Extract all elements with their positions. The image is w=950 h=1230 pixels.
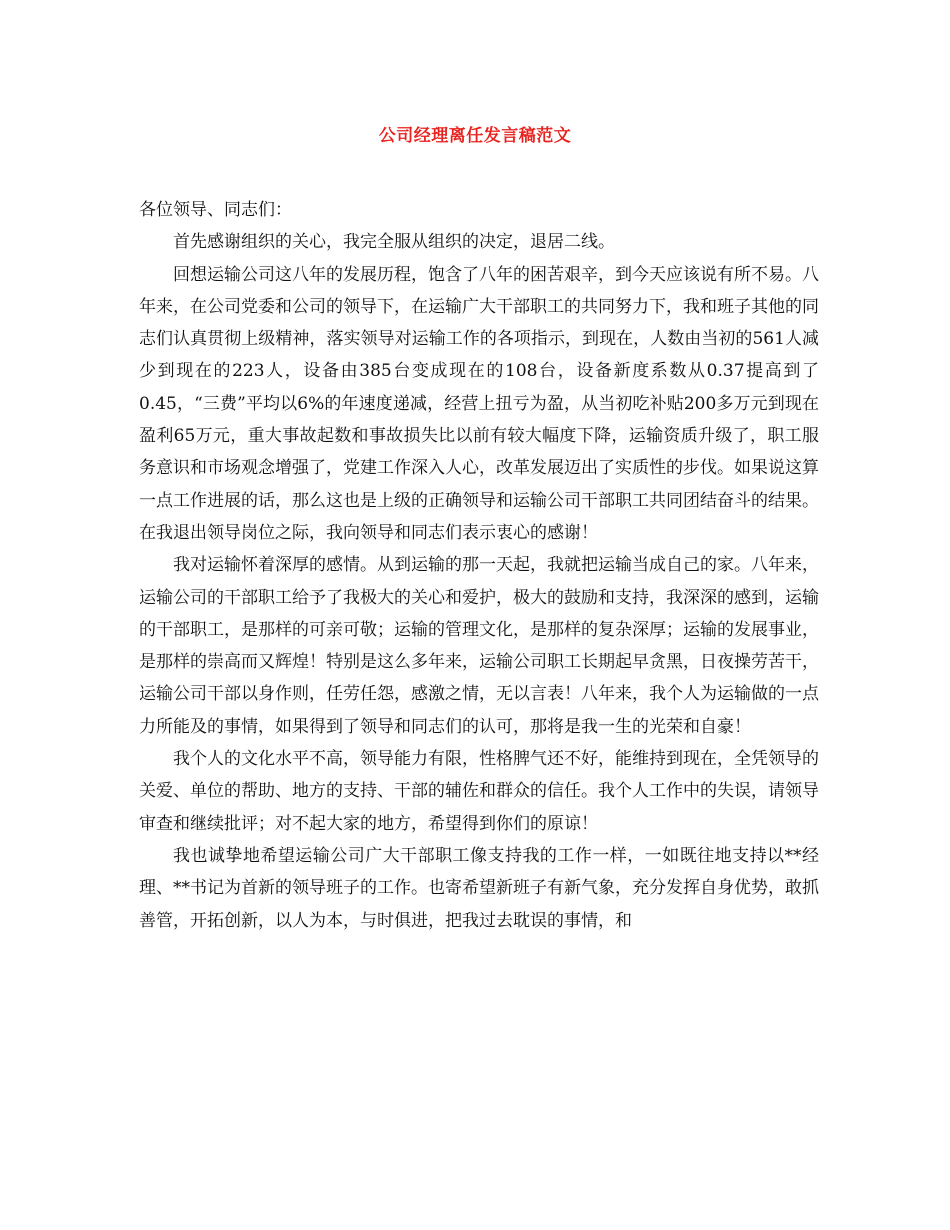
paragraph-1: 首先感谢组织的关心，我完全服从组织的决定，退居二线。 bbox=[173, 232, 615, 253]
paragraph-3: 我对运输怀着深厚的感情。从到运输的那一天起，我就把运输当成自己的家。八年来，运输公司的干部职工给予了我极大的关心和爱护，极大的鼓励和支持，我深深的感到，运输的干部职工，是那样的可亲可敬；运输的管理文化，是那样的复杂深厚；运输的发展事业，是那样的崇高而又辉煌！特别是这么多年来，运输公司职工长期起早贪黑，日夜操劳苦干，运输公司干部以身作则，任劳任怨，感激之情，无以言表！八年来，我个人为运输做的一点力所能及的事情，如果得到了领导和同志们的认可，那将是我一生的光荣和自豪！ bbox=[139, 555, 819, 737]
paragraph-2: 回想运输公司这八年的发展历程，饱含了八年的困苦艰辛，到今天应该说有所不易。八年来，在公司党委和公司的领导下，在运输广大干部职工的共同努力下，我和班子其他的同志们认真贯彻上级精神，落实领导对运输工作的各项指示，到现在，人数由当初的561人减少到现在的223人，设备由385台变成现在的108台，设备新度系数从0.37提高到了0.45，“三费”平均以6%的年速度递减，经营上扭亏为盈，从当初吃补贴200多万元到现在盈利65万元，重大事故起数和事故损失比以前有较大幅度下降，运输资质升级了，职工服务意识和市场观念增强了，党建工作深入人心，改革发展迈出了实质性的步伐。如果说这算一点工作进展的话，那么这也是上级的正确领导和运输公司干部职工共同团结奋斗的结果。在我退出领导岗位之际，我向领导和同志们表示衷心的感谢！ bbox=[139, 264, 819, 543]
salutation: 各位领导、同志们： bbox=[139, 200, 292, 220]
paragraph-5: 我也诚挚地希望运输公司广大干部职工像支持我的工作一样，一如既往地支持以**经理、**书记为首新的领导班子的工作。也寄希望新班子有新气象，充分发挥自身优势，敢抓善管，开拓创新，以人为本，与时俱进，把我过去耽误的事情，和 bbox=[139, 845, 819, 931]
document-body bbox=[139, 194, 819, 937]
document-title: 公司经理离任发言稿范文 bbox=[378, 126, 572, 146]
paragraph-4: 我个人的文化水平不高，领导能力有限，性格脾气还不好，能维持到现在，全凭领导的关爱、单位的帮助、地方的支持、干部的辅佐和群众的信任。我个人工作中的失误，请领导审查和继续批评；对不起大家的地方，希望得到你们的原谅！ bbox=[139, 749, 819, 834]
